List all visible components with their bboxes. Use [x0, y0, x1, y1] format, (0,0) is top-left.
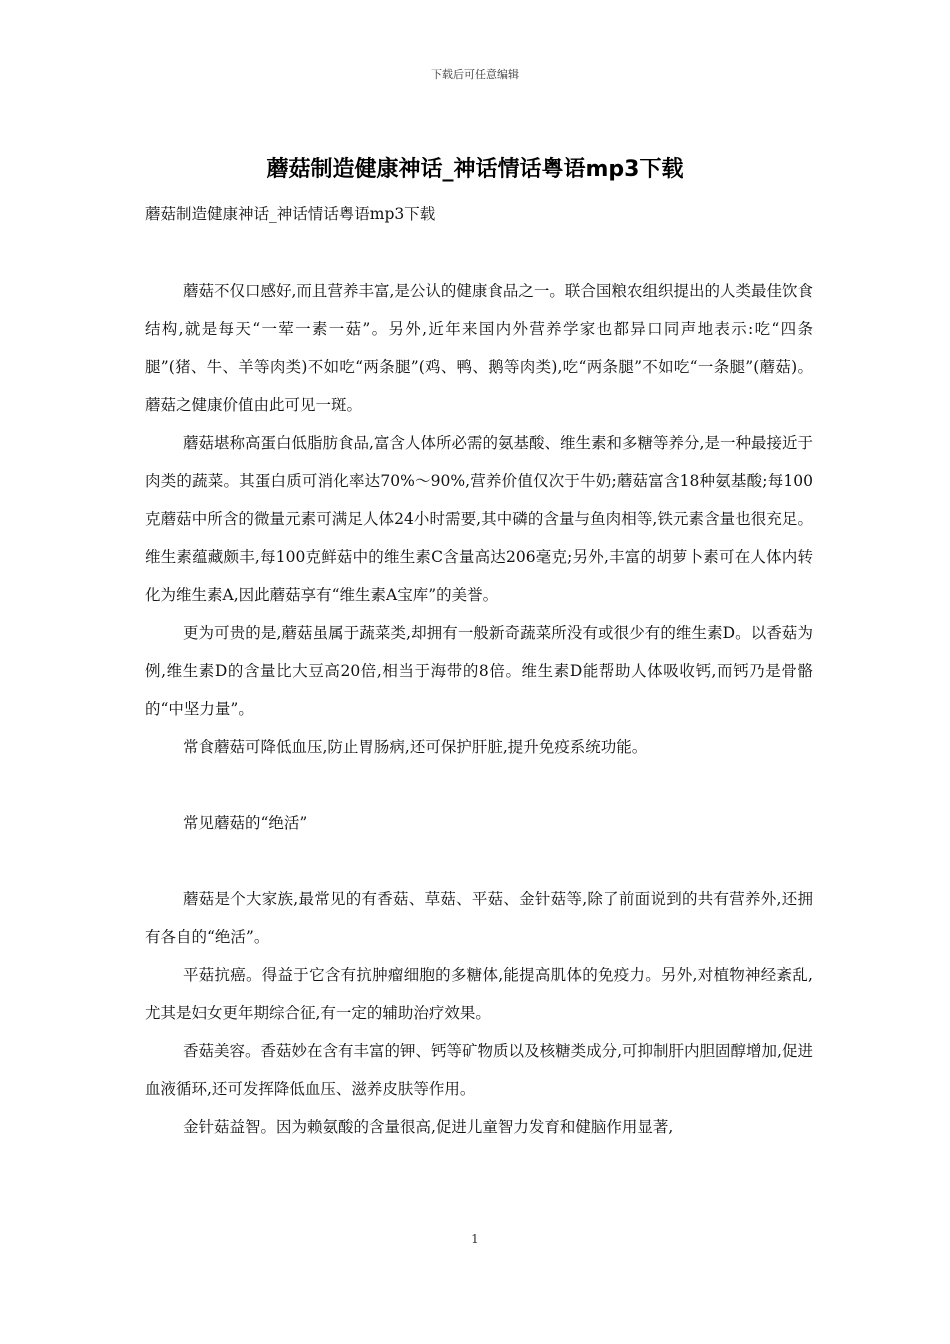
paragraph-family: 蘑菇是个大家族,最常见的有香菇、草菇、平菇、金针菇等,除了前面说到的共有营养外,还拥有各自的“绝活”。	[145, 890, 813, 946]
paragraph-vitamin-d: 更为可贵的是,蘑菇虽属于蔬菜类,却拥有一般新奇蔬菜所没有或很少有的维生素D。以香菇为例,维生素D的含量比大豆高20倍,相当于海带的8倍。维生素D能帮助人体吸收钙,而钙乃是骨骼的“中坚力量”。	[145, 624, 813, 718]
document-title: 蘑菇制造健康神话_神话情话粤语mp3下载	[266, 157, 684, 182]
paragraph-nutrition: 蘑菇堪称高蛋白低脂肪食品,富含人体所必需的氨基酸、维生素和多糖等养分,是一种最接近于肉类的蔬菜。其蛋白质可消化率达70%～90%,营养价值仅次于牛奶;蘑菇富含18种氨基酸;每100克蘑菇中所含的微量元素可满足人体24小时需要,其中磷的含量与鱼肉相等,铁元素含量也很充足。维生素蕴藏颇丰,每100克鲜菇中的维生素C含量高达206毫克;另外,丰富的胡萝卜素可在人体内转化为维生素A,因此蘑菇享有“维生素A宝库”的美誉。	[145, 434, 813, 604]
paragraph-shiitake: 香菇美容。香菇妙在含有丰富的钾、钙等矿物质以及核糖类成分,可抑制肝内胆固醇增加,促进血液循环,还可发挥降低血压、滋养皮肤等作用。	[145, 1042, 813, 1098]
paragraph-enoki: 金针菇益智。因为赖氨酸的含量很高,促进儿童智力发育和健脑作用显著,	[182, 1118, 674, 1136]
paragraph-intro: 蘑菇不仅口感好,而且营养丰富,是公认的健康食品之一。联合国粮农组织提出的人类最佳饮食结构,就是每天“一荤一素一菇”。另外,近年来国内外营养学家也都异口同声地表示:吃“四条腿”(猪、牛、羊等肉类)不如吃“两条腿”(鸡、鸭、鹅等肉类),吃“两条腿”不如吃“一条腿”(蘑菇)。蘑菇之健康价值由此可见一斑。	[145, 282, 813, 414]
page-header: 下载后可任意编辑	[431, 68, 519, 81]
paragraph-oyster-mushroom: 平菇抗癌。得益于它含有抗肿瘤细胞的多糖体,能提高肌体的免疫力。另外,对植物神经紊乱,尤其是妇女更年期综合征,有一定的辅助治疗效果。	[145, 966, 813, 1022]
document-subtitle: 蘑菇制造健康神话_神话情话粤语mp3下载	[145, 205, 436, 223]
paragraph-benefits: 常食蘑菇可降低血压,防止胃肠病,还可保护肝脏,提升免疫系统功能。	[182, 738, 648, 756]
section-heading: 常见蘑菇的“绝活”	[182, 814, 308, 832]
document-body	[145, 272, 813, 1146]
page-number: 1	[471, 1232, 479, 1246]
